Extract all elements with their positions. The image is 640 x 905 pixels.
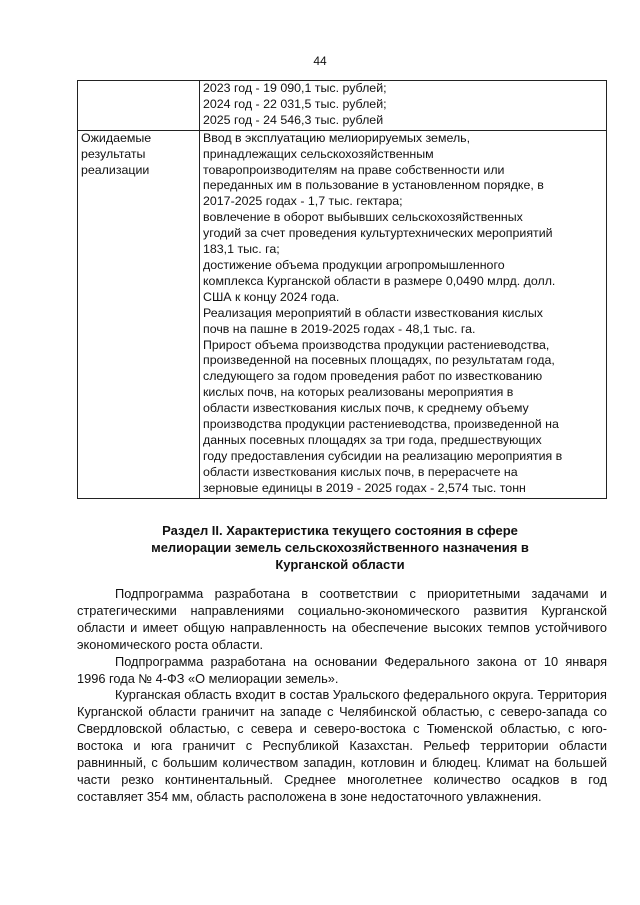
result-line: товаропроизводителям на праве собственности или [203, 162, 505, 177]
result-line: переданных им в пользование в установленном порядке, в [203, 178, 544, 193]
section-title-line: Раздел II. Характеристика текущего состояния в сфере [162, 523, 518, 538]
result-line: Прирост объема производства продукции растениеводства, [203, 337, 550, 352]
result-line: принадлежащих сельскохозяйственным [203, 146, 434, 161]
result-line: 183,1 тыс. га; [203, 242, 280, 257]
table-cell-funding [200, 81, 607, 131]
paragraph: Подпрограмма разработана в соответствии с приоритетными задачами и стратегическими направлениями социально-экономического развития Курганской области и имеет общую направленность на обеспечение высоких темпов устойчивого экономического роста области. [77, 586, 607, 652]
paragraph: Подпрограмма разработана на основании Федерального закона от 10 января 1996 года № 4-ФЗ «О мелиорации земель». [77, 653, 607, 686]
result-line: производства продукции растениеводства, произведенной на [203, 417, 559, 432]
result-line: почв на пашне в 2019-2025 годах - 48,1 тыс. га. [203, 321, 476, 336]
table-cell-label [78, 130, 200, 498]
table-row [78, 130, 607, 498]
result-line: угодий за счет проведения культуртехнических мероприятий [203, 226, 553, 241]
result-line: вовлечение в оборот выбывших сельскохозяйственных [203, 210, 523, 225]
result-line: Ввод в эксплуатацию мелиорируемых земель, [203, 130, 471, 145]
table-cell-results [200, 130, 607, 498]
table-cell-label [78, 81, 200, 131]
result-line: комплекса Курганской области в размере 0,0490 млрд. долл. [203, 273, 556, 288]
result-line: США к концу 2024 года. [203, 289, 340, 304]
section-title-line: мелиорации земель сельскохозяйственного назначения в [151, 540, 529, 555]
section-title [0, 522, 640, 573]
result-line: области известкования кислых почв, в перерасчете на [203, 464, 518, 479]
result-line: достижение объема продукции агропромышленного [203, 257, 505, 272]
body-text [77, 586, 607, 806]
section-title-line: Курганской области [275, 557, 405, 572]
result-line: зерновые единицы в 2019 - 2025 годах - 2,574 тыс. тонн [203, 480, 526, 495]
page-number: 44 [313, 54, 327, 68]
result-line: 2017-2025 годах - 1,7 тыс. гектара; [203, 194, 403, 209]
funding-line: 2024 год - 22 031,5 тыс. рублей; [203, 96, 387, 111]
label-line: реализации [81, 162, 150, 177]
result-line: данных посевных площадях за три года, предшествующих [203, 432, 542, 447]
funding-line: 2025 год - 24 546,3 тыс. рублей [203, 112, 384, 127]
result-line: кислых почв, на которых реализованы мероприятия в [203, 385, 514, 400]
passport-table [77, 80, 607, 499]
result-line: области известкования кислых почв, к среднему объему [203, 401, 529, 416]
funding-line: 2023 год - 19 090,1 тыс. рублей; [203, 81, 387, 95]
label-line: Ожидаемые [81, 130, 152, 145]
result-line: следующего за годом проведения работ по известкованию [203, 369, 543, 384]
result-line: Реализация мероприятий в области известкования кислых [203, 305, 543, 320]
label-line: результаты [81, 146, 146, 161]
result-line: году предоставления субсидии на реализацию мероприятия в [203, 448, 563, 463]
result-line: произведенной на посевных площадях, по результатам года, [203, 353, 555, 368]
paragraph: Курганская область входит в состав Уральского федерального округа. Территория Курганской области граничит на западе с Челябинской областью, с северо-запада со Свердловской областью, с севера и северо-востока с Тюменской областью, с юго-востока и юга граничит с Республикой Казахстан. Рельеф территории области равнинный, с большим количеством западин, котловин и блюдец. Климат на большей части резко континентальный. Среднее многолетнее количество осадков в год составляет 354 мм, область расположена в зоне недостаточного увлажнения. [77, 687, 607, 804]
table-row [78, 81, 607, 131]
